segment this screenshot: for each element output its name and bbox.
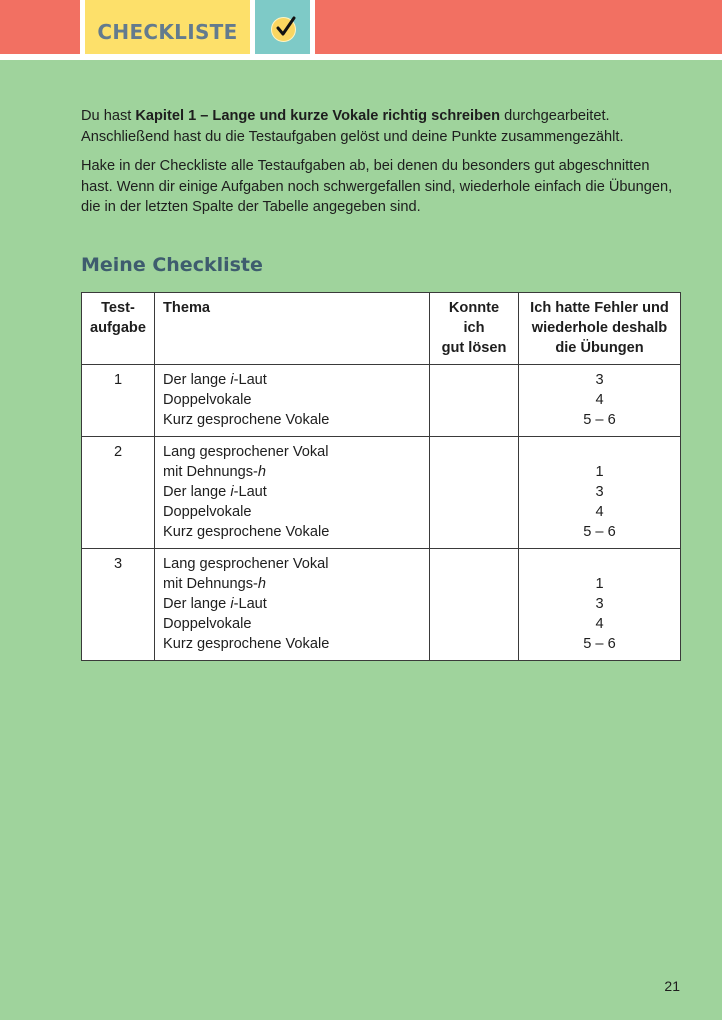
header-text: gut lösen [441, 340, 507, 356]
page-number: 21 [664, 978, 680, 994]
checkbox-cell-konnte-ich-gut-loesen[interactable] [430, 549, 519, 661]
thema-italic: i [230, 372, 234, 388]
table-row [82, 365, 681, 437]
uebung-ref: 5 – 6 [583, 524, 616, 540]
row-uebungen [519, 549, 681, 661]
thema-text: mit Dehnungs- [163, 576, 258, 592]
intro-p1-line2: Anschließend hast du die Testaufgaben gelöst und deine Punkte zusammengezählt. [81, 128, 624, 145]
intro-text [81, 106, 681, 227]
uebung-ref: 4 [595, 616, 604, 632]
checkbox-cell-konnte-ich-gut-loesen[interactable] [430, 437, 519, 549]
thema-line [163, 370, 421, 390]
checkbox-cell-konnte-ich-gut-loesen[interactable] [430, 365, 519, 437]
intro-p2-line1: Hake in der Checkliste alle Testaufgaben ab, bei denen du besonders gut abgeschnitten [81, 158, 650, 174]
chapter-title: Kapitel 1 – Lange und kurze Vokale richtig schreiben [135, 108, 501, 124]
thema-line: Kurz gesprochene Vokale [163, 636, 330, 652]
thema-text: mit Dehnungs- [163, 464, 258, 480]
thema-text: -Laut [233, 484, 267, 500]
header-text: Test- [101, 300, 135, 316]
row-number: 2 [82, 437, 155, 549]
header-title-block [85, 0, 250, 54]
header-thema [155, 293, 430, 365]
thema-line [163, 594, 421, 614]
uebung-ref: 4 [595, 504, 604, 520]
thema-text: Der lange [163, 596, 231, 612]
header-text: Thema [163, 300, 211, 316]
header-band [0, 0, 722, 54]
thema-line: Kurz gesprochene Vokale [163, 412, 330, 428]
header-text: aufgabe [90, 320, 146, 336]
header-konnte-ich-gut-loesen [430, 293, 519, 365]
thema-line [163, 574, 421, 594]
thema-text: -Laut [233, 596, 267, 612]
header-red-block-right [315, 0, 722, 54]
thema-line [163, 482, 421, 502]
thema-italic: h [257, 464, 267, 480]
table-row [82, 437, 681, 549]
row-number: 3 [82, 549, 155, 661]
header-red-block-left [0, 0, 80, 54]
row-uebungen [519, 365, 681, 437]
header-text: Konnte ich [448, 300, 500, 336]
table-row [82, 549, 681, 661]
checklist-table [81, 292, 681, 661]
header-fehler-uebungen [519, 293, 681, 365]
thema-text: Der lange [163, 372, 231, 388]
spacer [527, 554, 672, 574]
thema-line: Doppelvokale [163, 616, 252, 632]
uebung-ref: 3 [595, 596, 604, 612]
header-text: wiederhole deshalb [531, 320, 668, 336]
header-text: Ich hatte Fehler und [530, 300, 669, 316]
page-content [0, 60, 722, 1020]
thema-line: Doppelvokale [163, 504, 252, 520]
header-title: CHECKLISTE [97, 20, 238, 44]
header-badge-block [255, 0, 310, 54]
intro-p1-prefix: Du hast [81, 108, 136, 124]
uebung-ref: 3 [595, 484, 604, 500]
row-thema [155, 437, 430, 549]
row-number: 1 [82, 365, 155, 437]
thema-italic: i [230, 596, 234, 612]
thema-italic: i [230, 484, 234, 500]
intro-p2-line2: hast. Wenn dir einige Aufgaben noch schwergefallen sind, wiederhole einfach die Übungen, [81, 178, 673, 195]
section-title: Meine Checkliste [81, 254, 263, 276]
intro-p2-line3: die in der letzten Spalte der Tabelle angegeben sind. [81, 199, 421, 215]
intro-paragraph-2 [81, 156, 681, 218]
row-uebungen [519, 437, 681, 549]
uebung-ref: 1 [595, 464, 604, 480]
uebung-ref: 1 [595, 576, 604, 592]
table-header-row [82, 293, 681, 365]
row-thema [155, 549, 430, 661]
checkmark-icon [271, 17, 296, 42]
intro-paragraph-1 [81, 106, 681, 147]
thema-line: Kurz gesprochene Vokale [163, 524, 330, 540]
thema-text: -Laut [233, 372, 267, 388]
thema-line [163, 462, 421, 482]
header-testaufgabe [82, 293, 155, 365]
uebung-ref: 5 – 6 [583, 412, 616, 428]
thema-line: Doppelvokale [163, 392, 252, 408]
spacer [527, 442, 672, 462]
thema-italic: h [257, 576, 267, 592]
header-text: die Übungen [555, 340, 644, 356]
intro-p1-suffix: durchgearbeitet. [500, 108, 610, 124]
uebung-ref: 5 – 6 [583, 636, 616, 652]
uebung-ref: 4 [595, 392, 604, 408]
uebung-ref: 3 [595, 372, 604, 388]
thema-line: Lang gesprochener Vokal [163, 444, 329, 460]
thema-line: Lang gesprochener Vokal [163, 556, 329, 572]
thema-text: Der lange [163, 484, 231, 500]
row-thema [155, 365, 430, 437]
